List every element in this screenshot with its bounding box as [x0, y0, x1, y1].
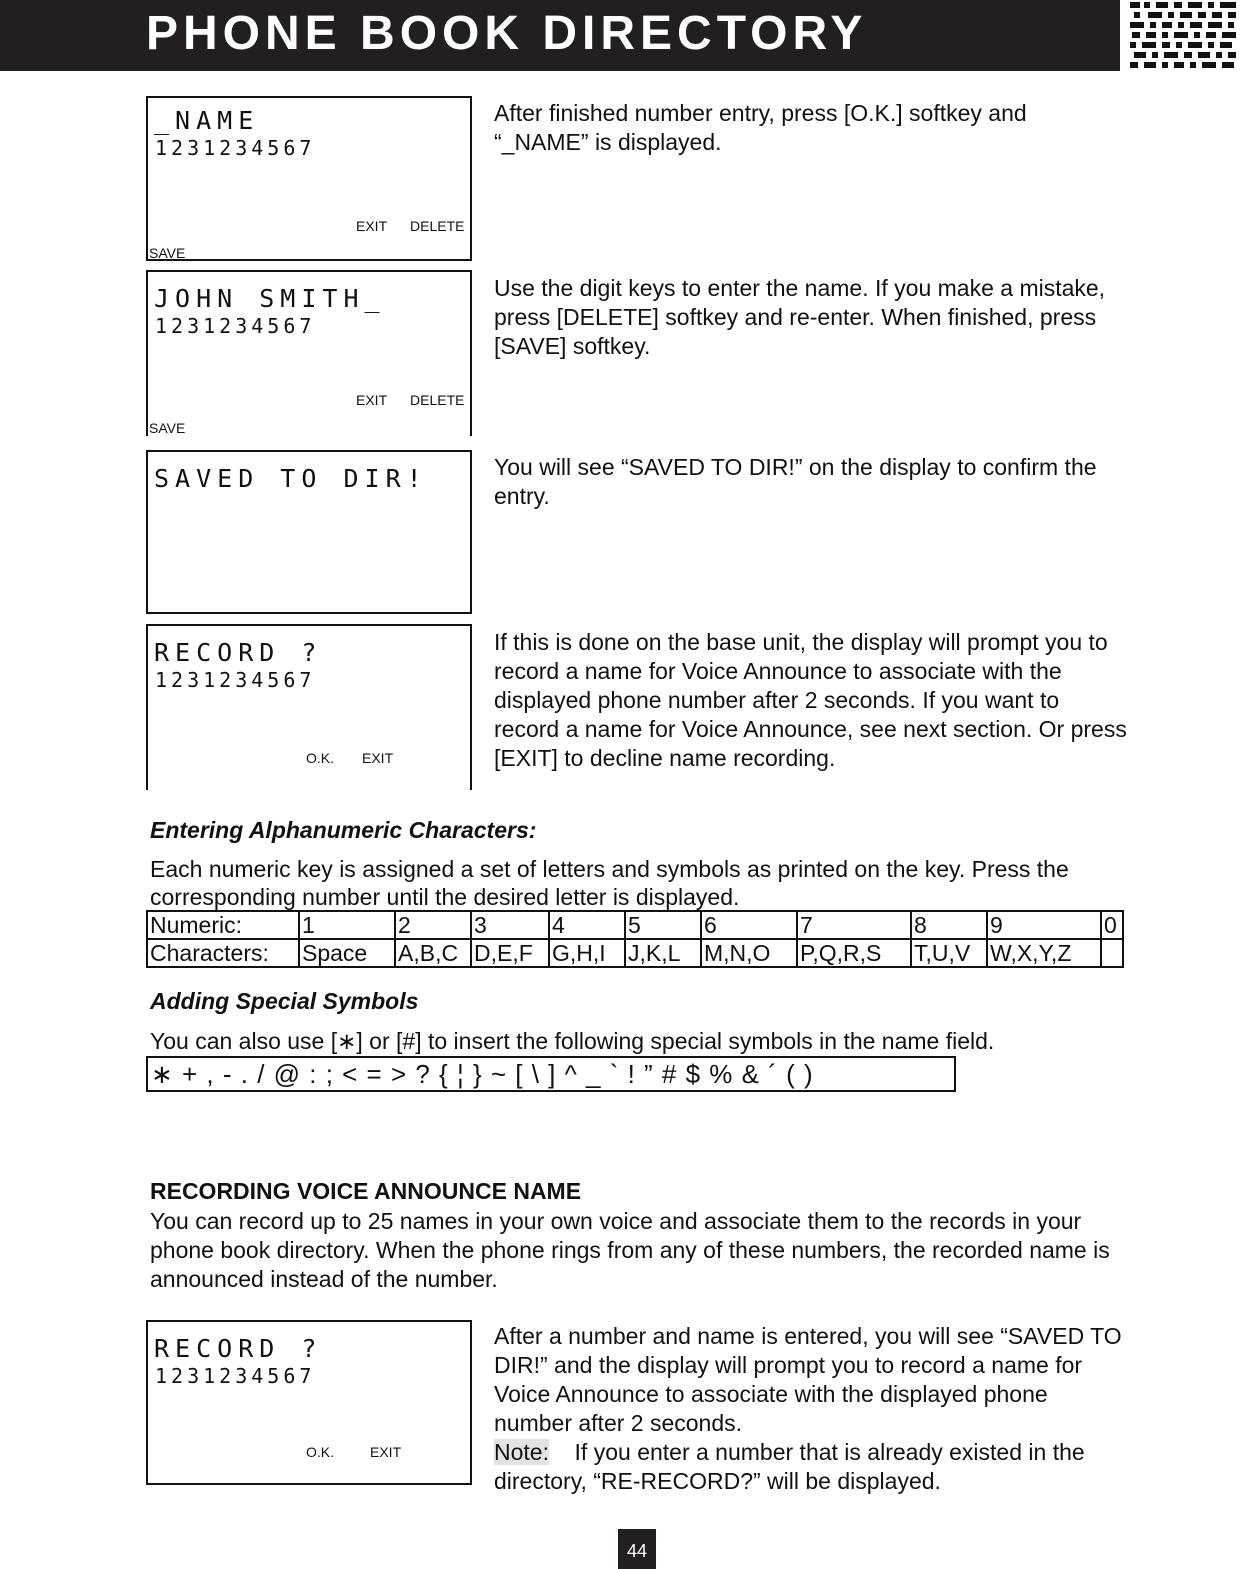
alphanumeric-heading: Entering Alphanumeric Characters: [150, 817, 537, 843]
softkey-exit[interactable]: EXIT [370, 1444, 402, 1460]
table-cell: A,B,C [395, 939, 471, 967]
table-cell: M,N,O [701, 939, 797, 967]
lcd-line-2: 1231234567 [155, 1364, 316, 1388]
table-header-cell: Numeric: [147, 911, 299, 939]
softkey-exit[interactable]: EXIT [362, 750, 394, 766]
softkey-delete[interactable]: DELETE [410, 218, 465, 234]
table-row-numeric [147, 911, 1123, 939]
lcd-line-2: 1231234567 [155, 314, 316, 338]
lcd-line-1: _NAME [154, 106, 260, 135]
description-step-3 [494, 453, 1134, 511]
page-title: PHONE BOOK DIRECTORY [146, 7, 868, 60]
lcd-screen-saved [146, 450, 472, 614]
description-text: If this is done on the base unit, the display will prompt you to record a name for Voice Announce to associate with the displayed phone number after 2 seconds. If you want to record a name for Voice Announce, see next section. Or press [EXIT] to decline name recording. [494, 629, 1127, 771]
table-cell: Space [299, 939, 395, 967]
note-text: If you enter a number that is already existed in the directory, “RE-RECORD?” will be displayed. [494, 1439, 1092, 1494]
recording-heading: RECORDING VOICE ANNOUNCE NAME [150, 1178, 582, 1204]
table-cell: 3 [471, 911, 549, 939]
table-cell: 7 [797, 911, 911, 939]
table-cell: 8 [911, 911, 987, 939]
table-cell: 9 [987, 911, 1101, 939]
table-cell: G,H,I [549, 939, 625, 967]
recording-description [494, 1322, 1134, 1496]
softkey-ok[interactable]: O.K. [306, 1444, 335, 1460]
table-cell: 1 [299, 911, 395, 939]
special-symbols-box: ∗ + , - . / @ : ; < = > ? { ¦ } ~ [ \ ] ^ _ ` ! ” # $ % & ´ ( ) [146, 1056, 956, 1092]
table-cell: 5 [625, 911, 701, 939]
page-number-box [618, 1529, 656, 1569]
table-cell: 6 [701, 911, 797, 939]
table-cell [1101, 939, 1123, 967]
lcd-line-1: RECORD ? [154, 1334, 323, 1363]
softkey-save[interactable]: SAVE [149, 245, 186, 261]
table-cell: T,U,V [911, 939, 987, 967]
softkey-ok[interactable]: O.K. [306, 750, 335, 766]
lcd-screen-record-prompt-2 [146, 1320, 472, 1485]
note-paragraph [494, 1438, 1124, 1496]
table-cell: P,Q,R,S [797, 939, 911, 967]
table-cell: D,E,F [471, 939, 549, 967]
special-symbols-text: You can also use [∗] or [#] to insert the following special symbols in the name field. [150, 1028, 995, 1054]
table-cell: 0 [1101, 911, 1123, 939]
table-cell: 4 [549, 911, 625, 939]
table-cell: W,X,Y,Z [987, 939, 1101, 967]
special-symbols-heading: Adding Special Symbols [150, 988, 419, 1014]
description-text: After a number and name is entered, you will see “SAVED TO DIR!” and the display will prompt you to record a name for Voice Announce to associate with the displayed phone number after 2 seconds. [494, 1323, 1122, 1436]
description-step-4 [494, 628, 1134, 773]
description-text: Use the digit keys to enter the name. If you make a mistake, press [DELETE] softkey and re-enter. When finished, press [SAVE] softkey. [494, 275, 1106, 359]
lcd-screen-record-prompt [146, 624, 472, 790]
lcd-screen-name-prompt [146, 96, 472, 261]
lcd-line-2: 1231234567 [155, 668, 316, 692]
lcd-line-2: 1231234567 [155, 136, 316, 160]
table-cell: J,K,L [625, 939, 701, 967]
lcd-line-1: SAVED TO DIR! [154, 464, 428, 493]
lcd-line-1: JOHN SMITH_ [154, 284, 386, 313]
table-header-cell: Characters: [147, 939, 299, 967]
recording-text: You can record up to 25 names in your own voice and associate them to the records in your phone book directory. When the phone rings from any of these numbers, the recorded name is announced instead of the number. [150, 1208, 1110, 1292]
note-label: Note: [494, 1439, 549, 1465]
softkey-exit[interactable]: EXIT [356, 218, 388, 234]
alphanumeric-text: Each numeric key is assigned a set of letters and symbols as printed on the key. Press the corresponding number until the desired letter is displayed. [150, 856, 1069, 910]
description-step-1 [494, 99, 1134, 157]
key-character-table [146, 910, 1124, 968]
table-cell: 2 [395, 911, 471, 939]
description-text: After finished number entry, press [O.K.] softkey and “_NAME” is displayed. [494, 100, 1027, 155]
softkey-exit[interactable]: EXIT [356, 392, 388, 408]
description-text: You will see “SAVED TO DIR!” on the display to confirm the entry. [494, 454, 1097, 509]
table-row-characters [147, 939, 1123, 967]
qr-code-icon [1128, 0, 1240, 71]
lcd-line-1: RECORD ? [154, 638, 323, 667]
lcd-screen-name-entry [146, 270, 472, 436]
softkey-save[interactable]: SAVE [149, 420, 186, 436]
description-step-2 [494, 274, 1134, 361]
page-number: 44 [626, 1541, 648, 1561]
softkey-delete[interactable]: DELETE [410, 392, 465, 408]
